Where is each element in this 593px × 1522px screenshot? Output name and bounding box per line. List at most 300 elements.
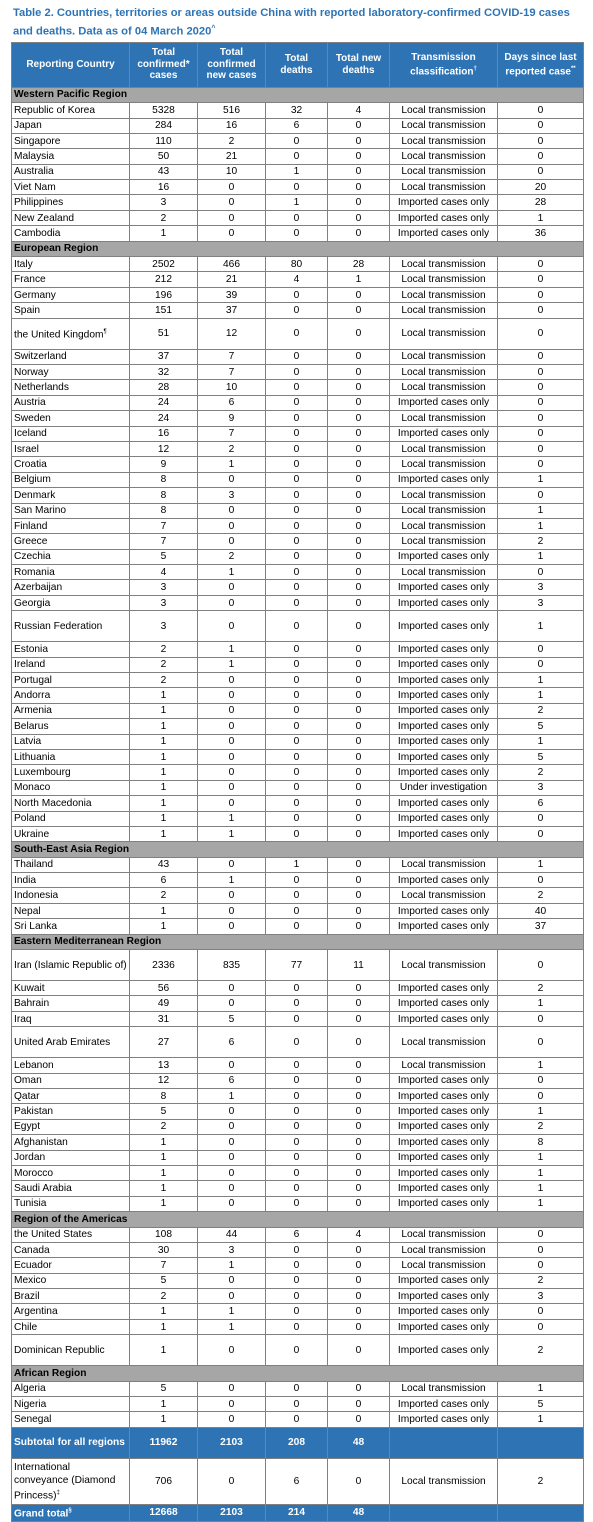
confirmed-cases: 8	[130, 503, 198, 518]
country-name: Morocco	[12, 1165, 130, 1180]
table-row	[12, 1397, 584, 1412]
country-name: Kuwait	[12, 981, 130, 996]
new-cases: 0	[198, 580, 266, 595]
country-name: the United States	[12, 1227, 130, 1242]
new-cases: 0	[198, 673, 266, 688]
new-cases: 21	[198, 149, 266, 164]
confirmed-cases: 1	[130, 1135, 198, 1150]
table-row	[12, 287, 584, 302]
transmission-class: Imported cases only	[390, 642, 498, 657]
confirmed-cases: 1	[130, 765, 198, 780]
confirmed-cases: 3	[130, 580, 198, 595]
table-title: Table 2. Countries, territories or areas outside China with reported laboratory-confirmed COVID-19 cases and deaths. Data as of 04 March 2020^	[13, 7, 570, 38]
transmission-class: Imported cases only	[390, 1196, 498, 1211]
deaths: 0	[266, 549, 328, 564]
new-deaths: 0	[328, 719, 390, 734]
new-deaths: 0	[328, 1381, 390, 1396]
days-since-last-case: 37	[498, 919, 584, 934]
days-since-last-case: 2	[498, 1119, 584, 1134]
region-name: Eastern Mediterranean Region	[12, 934, 584, 949]
confirmed-cases: 1	[130, 903, 198, 918]
transmission-class: Imported cases only	[390, 1089, 498, 1104]
confirmed-cases: 1	[130, 703, 198, 718]
days-since-last-case: 0	[498, 118, 584, 133]
deaths: 0	[266, 1381, 328, 1396]
deaths: 0	[266, 226, 328, 241]
transmission-class: Imported cases only	[390, 1011, 498, 1026]
confirmed-cases: 1	[130, 1397, 198, 1412]
country-name: Belgium	[12, 472, 130, 487]
deaths: 0	[266, 210, 328, 225]
days-since-last-case: 2	[498, 888, 584, 903]
deaths: 0	[266, 349, 328, 364]
new-deaths: 0	[328, 180, 390, 195]
new-deaths: 0	[328, 441, 390, 456]
days-since-last-case: 0	[498, 411, 584, 426]
transmission-class: Local transmission	[390, 318, 498, 349]
confirmed-cases: 7	[130, 534, 198, 549]
deaths: 0	[266, 287, 328, 302]
table-row	[12, 1104, 584, 1119]
days-since-last-case: 1	[498, 1058, 584, 1073]
table-row	[12, 303, 584, 318]
confirmed-cases: 13	[130, 1058, 198, 1073]
country-name: Monaco	[12, 780, 130, 795]
transmission-class: Imported cases only	[390, 580, 498, 595]
new-cases: 2	[198, 549, 266, 564]
country-name: Iraq	[12, 1011, 130, 1026]
country-name: Norway	[12, 364, 130, 379]
table-row	[12, 981, 584, 996]
deaths: 77	[266, 950, 328, 981]
table-row	[12, 749, 584, 764]
new-deaths: 0	[328, 549, 390, 564]
new-deaths: 0	[328, 811, 390, 826]
transmission-class: Imported cases only	[390, 811, 498, 826]
country-name: North Macedonia	[12, 796, 130, 811]
deaths: 0	[266, 1011, 328, 1026]
table-row	[12, 534, 584, 549]
deaths: 0	[266, 149, 328, 164]
new-deaths: 0	[328, 642, 390, 657]
transmission-class: Imported cases only	[390, 1289, 498, 1304]
confirmed-cases: 6	[130, 873, 198, 888]
new-deaths: 0	[328, 1027, 390, 1058]
table-row	[12, 1412, 584, 1427]
table-row	[12, 1119, 584, 1134]
table-row	[12, 1165, 584, 1180]
subtotal-confirmed: 11962	[130, 1427, 198, 1458]
country-name: Germany	[12, 287, 130, 302]
new-cases: 835	[198, 950, 266, 981]
days-since-last-case: 0	[498, 1011, 584, 1026]
transmission-class: Imported cases only	[390, 595, 498, 610]
deaths: 0	[266, 1135, 328, 1150]
new-deaths: 0	[328, 780, 390, 795]
new-cases: 1	[198, 642, 266, 657]
days-since-last-case: 1	[498, 503, 584, 518]
table-row	[12, 395, 584, 410]
transmission-class: Local transmission	[390, 180, 498, 195]
country-name: Australia	[12, 164, 130, 179]
new-deaths: 0	[328, 1165, 390, 1180]
region-header-row	[12, 1366, 584, 1381]
days-since-last-case: 0	[498, 657, 584, 672]
deaths: 0	[266, 518, 328, 533]
confirmed-cases: 196	[130, 287, 198, 302]
table-row	[12, 549, 584, 564]
new-deaths: 0	[328, 472, 390, 487]
table-row	[12, 518, 584, 533]
new-cases: 7	[198, 426, 266, 441]
confirmed-cases: 1	[130, 919, 198, 934]
deaths: 1	[266, 857, 328, 872]
days-since-last-case: 0	[498, 257, 584, 272]
new-deaths: 0	[328, 981, 390, 996]
transmission-class: Imported cases only	[390, 657, 498, 672]
new-cases: 0	[198, 688, 266, 703]
table-totals	[12, 1427, 584, 1521]
country-name: Viet Nam	[12, 180, 130, 195]
country-name: Latvia	[12, 734, 130, 749]
country-name: Senegal	[12, 1412, 130, 1427]
days-since-last-case: 3	[498, 780, 584, 795]
confirmed-cases: 2	[130, 210, 198, 225]
country-name: Indonesia	[12, 888, 130, 903]
deaths: 0	[266, 1196, 328, 1211]
days-since-last-case: 0	[498, 426, 584, 441]
deaths: 0	[266, 1165, 328, 1180]
deaths: 0	[266, 364, 328, 379]
region-header-row	[12, 87, 584, 102]
new-cases: 0	[198, 796, 266, 811]
table-row	[12, 811, 584, 826]
new-deaths: 0	[328, 426, 390, 441]
new-cases: 6	[198, 1027, 266, 1058]
deaths: 0	[266, 996, 328, 1011]
deaths: 0	[266, 380, 328, 395]
new-deaths: 0	[328, 1011, 390, 1026]
new-cases: 466	[198, 257, 266, 272]
confirmed-cases: 16	[130, 180, 198, 195]
country-name: Thailand	[12, 857, 130, 872]
confirmed-cases: 8	[130, 1089, 198, 1104]
days-since-last-case: 0	[498, 164, 584, 179]
new-deaths: 0	[328, 488, 390, 503]
new-deaths: 0	[328, 903, 390, 918]
new-cases: 5	[198, 1011, 266, 1026]
transmission-class: Imported cases only	[390, 426, 498, 441]
international-row	[12, 1458, 584, 1504]
confirmed-cases: 5	[130, 549, 198, 564]
confirmed-cases: 43	[130, 857, 198, 872]
days-since-last-case: 0	[498, 1258, 584, 1273]
table-row	[12, 1181, 584, 1196]
deaths: 0	[266, 673, 328, 688]
new-deaths: 0	[328, 996, 390, 1011]
new-cases: 0	[198, 503, 266, 518]
new-cases: 0	[198, 1104, 266, 1119]
transmission-class: Imported cases only	[390, 796, 498, 811]
transmission-class: Imported cases only	[390, 1181, 498, 1196]
table-row	[12, 1058, 584, 1073]
new-cases: 0	[198, 1412, 266, 1427]
deaths: 0	[266, 811, 328, 826]
deaths: 0	[266, 426, 328, 441]
deaths: 0	[266, 457, 328, 472]
new-deaths: 0	[328, 857, 390, 872]
new-cases: 0	[198, 595, 266, 610]
confirmed-cases: 110	[130, 133, 198, 148]
new-cases: 0	[198, 780, 266, 795]
country-name: Bahrain	[12, 996, 130, 1011]
new-cases: 0	[198, 210, 266, 225]
new-deaths: 0	[328, 195, 390, 210]
table-row	[12, 133, 584, 148]
confirmed-cases: 1	[130, 1319, 198, 1334]
table-row	[12, 272, 584, 287]
confirmed-cases: 2	[130, 1289, 198, 1304]
days-since-last-case: 2	[498, 534, 584, 549]
transmission-class: Local transmission	[390, 103, 498, 118]
days-since-last-case: 0	[498, 303, 584, 318]
country-name: Netherlands	[12, 380, 130, 395]
days-since-last-case: 36	[498, 226, 584, 241]
transmission-class: Local transmission	[390, 164, 498, 179]
new-cases: 37	[198, 303, 266, 318]
new-deaths: 0	[328, 164, 390, 179]
country-name: Cambodia	[12, 226, 130, 241]
deaths: 0	[266, 796, 328, 811]
deaths: 0	[266, 1181, 328, 1196]
new-cases: 1	[198, 565, 266, 580]
new-cases: 16	[198, 118, 266, 133]
days-since-last-case: 6	[498, 796, 584, 811]
new-cases: 0	[198, 888, 266, 903]
table-row	[12, 919, 584, 934]
deaths: 0	[266, 565, 328, 580]
new-deaths: 0	[328, 1073, 390, 1088]
new-deaths: 0	[328, 1273, 390, 1288]
confirmed-cases: 2	[130, 642, 198, 657]
new-deaths: 0	[328, 888, 390, 903]
new-cases: 0	[198, 1165, 266, 1180]
confirmed-cases: 24	[130, 395, 198, 410]
country-name: Croatia	[12, 457, 130, 472]
transmission-class: Local transmission	[390, 488, 498, 503]
header-new-cases: Total confirmed new cases	[198, 42, 266, 87]
days-since-last-case: 3	[498, 595, 584, 610]
new-cases: 7	[198, 349, 266, 364]
country-name: Qatar	[12, 1089, 130, 1104]
days-since-last-case: 3	[498, 580, 584, 595]
country-name: New Zealand	[12, 210, 130, 225]
table-row	[12, 780, 584, 795]
table-row	[12, 380, 584, 395]
confirmed-cases: 1	[130, 226, 198, 241]
table-row	[12, 796, 584, 811]
international-days: 2	[498, 1458, 584, 1504]
country-name: Afghanistan	[12, 1135, 130, 1150]
new-deaths: 0	[328, 1412, 390, 1427]
country-name: Spain	[12, 303, 130, 318]
new-deaths: 0	[328, 1319, 390, 1334]
country-name: Andorra	[12, 688, 130, 703]
country-name: Pakistan	[12, 1104, 130, 1119]
region-header-row	[12, 1212, 584, 1227]
days-since-last-case: 0	[498, 873, 584, 888]
new-cases: 1	[198, 1319, 266, 1334]
days-since-last-case: 5	[498, 749, 584, 764]
transmission-class: Imported cases only	[390, 1135, 498, 1150]
new-deaths: 0	[328, 1119, 390, 1134]
table-row	[12, 996, 584, 1011]
confirmed-cases: 212	[130, 272, 198, 287]
new-deaths: 0	[328, 688, 390, 703]
deaths: 0	[266, 873, 328, 888]
deaths: 0	[266, 642, 328, 657]
table-row	[12, 195, 584, 210]
subtotal-deaths: 208	[266, 1427, 328, 1458]
days-since-last-case: 1	[498, 472, 584, 487]
deaths: 0	[266, 749, 328, 764]
new-deaths: 0	[328, 149, 390, 164]
international-new-deaths: 0	[328, 1458, 390, 1504]
deaths: 0	[266, 1335, 328, 1366]
country-name: Ukraine	[12, 826, 130, 841]
new-deaths: 0	[328, 503, 390, 518]
country-name: Armenia	[12, 703, 130, 718]
confirmed-cases: 1	[130, 719, 198, 734]
new-deaths: 0	[328, 1181, 390, 1196]
new-deaths: 28	[328, 257, 390, 272]
days-since-last-case: 8	[498, 1135, 584, 1150]
deaths: 0	[266, 1242, 328, 1257]
new-deaths: 0	[328, 118, 390, 133]
transmission-class: Imported cases only	[390, 226, 498, 241]
deaths: 0	[266, 688, 328, 703]
days-since-last-case: 0	[498, 457, 584, 472]
country-name: Italy	[12, 257, 130, 272]
days-since-last-case: 1	[498, 857, 584, 872]
new-cases: 3	[198, 488, 266, 503]
confirmed-cases: 37	[130, 349, 198, 364]
deaths: 0	[266, 580, 328, 595]
confirmed-cases: 7	[130, 1258, 198, 1273]
country-name: Oman	[12, 1073, 130, 1088]
country-name: Lebanon	[12, 1058, 130, 1073]
table-row	[12, 441, 584, 456]
country-name: Malaysia	[12, 149, 130, 164]
transmission-class: Imported cases only	[390, 903, 498, 918]
confirmed-cases: 1	[130, 796, 198, 811]
days-since-last-case: 1	[498, 1181, 584, 1196]
transmission-class: Local transmission	[390, 272, 498, 287]
new-deaths: 4	[328, 1227, 390, 1242]
new-cases: 0	[198, 765, 266, 780]
transmission-class: Imported cases only	[390, 1319, 498, 1334]
country-name: Argentina	[12, 1304, 130, 1319]
transmission-class: Local transmission	[390, 149, 498, 164]
days-since-last-case: 0	[498, 103, 584, 118]
table-row	[12, 888, 584, 903]
new-deaths: 0	[328, 380, 390, 395]
new-cases: 0	[198, 703, 266, 718]
deaths: 0	[266, 734, 328, 749]
table-row	[12, 457, 584, 472]
grand-total-deaths: 214	[266, 1504, 328, 1521]
days-since-last-case: 1	[498, 688, 584, 703]
new-deaths: 0	[328, 919, 390, 934]
deaths: 0	[266, 1027, 328, 1058]
confirmed-cases: 1	[130, 1181, 198, 1196]
deaths: 0	[266, 534, 328, 549]
days-since-last-case: 5	[498, 719, 584, 734]
deaths: 6	[266, 118, 328, 133]
deaths: 0	[266, 472, 328, 487]
new-deaths: 0	[328, 1242, 390, 1257]
days-since-last-case: 1	[498, 210, 584, 225]
confirmed-cases: 31	[130, 1011, 198, 1026]
deaths: 0	[266, 1412, 328, 1427]
transmission-class: Imported cases only	[390, 749, 498, 764]
table-row	[12, 657, 584, 672]
days-since-last-case: 0	[498, 318, 584, 349]
country-name: Greece	[12, 534, 130, 549]
new-deaths: 0	[328, 734, 390, 749]
transmission-class: Imported cases only	[390, 1165, 498, 1180]
days-since-last-case: 0	[498, 349, 584, 364]
table-row	[12, 257, 584, 272]
days-since-last-case: 2	[498, 765, 584, 780]
new-cases: 12	[198, 318, 266, 349]
days-since-last-case: 0	[498, 133, 584, 148]
days-since-last-case: 0	[498, 395, 584, 410]
international-confirmed: 706	[130, 1458, 198, 1504]
new-deaths: 0	[328, 210, 390, 225]
new-cases: 0	[198, 1150, 266, 1165]
new-cases: 0	[198, 226, 266, 241]
table-row	[12, 950, 584, 981]
new-deaths: 0	[328, 133, 390, 148]
new-deaths: 0	[328, 1150, 390, 1165]
transmission-class: Imported cases only	[390, 1273, 498, 1288]
deaths: 0	[266, 1089, 328, 1104]
confirmed-cases: 2	[130, 657, 198, 672]
days-since-last-case: 1	[498, 1196, 584, 1211]
days-since-last-case: 0	[498, 441, 584, 456]
table-row	[12, 1381, 584, 1396]
transmission-class: Local transmission	[390, 133, 498, 148]
new-deaths: 0	[328, 1397, 390, 1412]
deaths: 0	[266, 780, 328, 795]
transmission-class: Imported cases only	[390, 195, 498, 210]
confirmed-cases: 1	[130, 734, 198, 749]
transmission-class: Local transmission	[390, 303, 498, 318]
subtotal-row	[12, 1427, 584, 1458]
new-deaths: 0	[328, 611, 390, 642]
table-row	[12, 1319, 584, 1334]
transmission-class: Imported cases only	[390, 765, 498, 780]
days-since-last-case: 5	[498, 1397, 584, 1412]
deaths: 0	[266, 657, 328, 672]
new-cases: 0	[198, 195, 266, 210]
transmission-class: Imported cases only	[390, 1073, 498, 1088]
transmission-class: Imported cases only	[390, 1150, 498, 1165]
deaths: 0	[266, 1273, 328, 1288]
transmission-class: Local transmission	[390, 1058, 498, 1073]
region-name: Western Pacific Region	[12, 87, 584, 102]
